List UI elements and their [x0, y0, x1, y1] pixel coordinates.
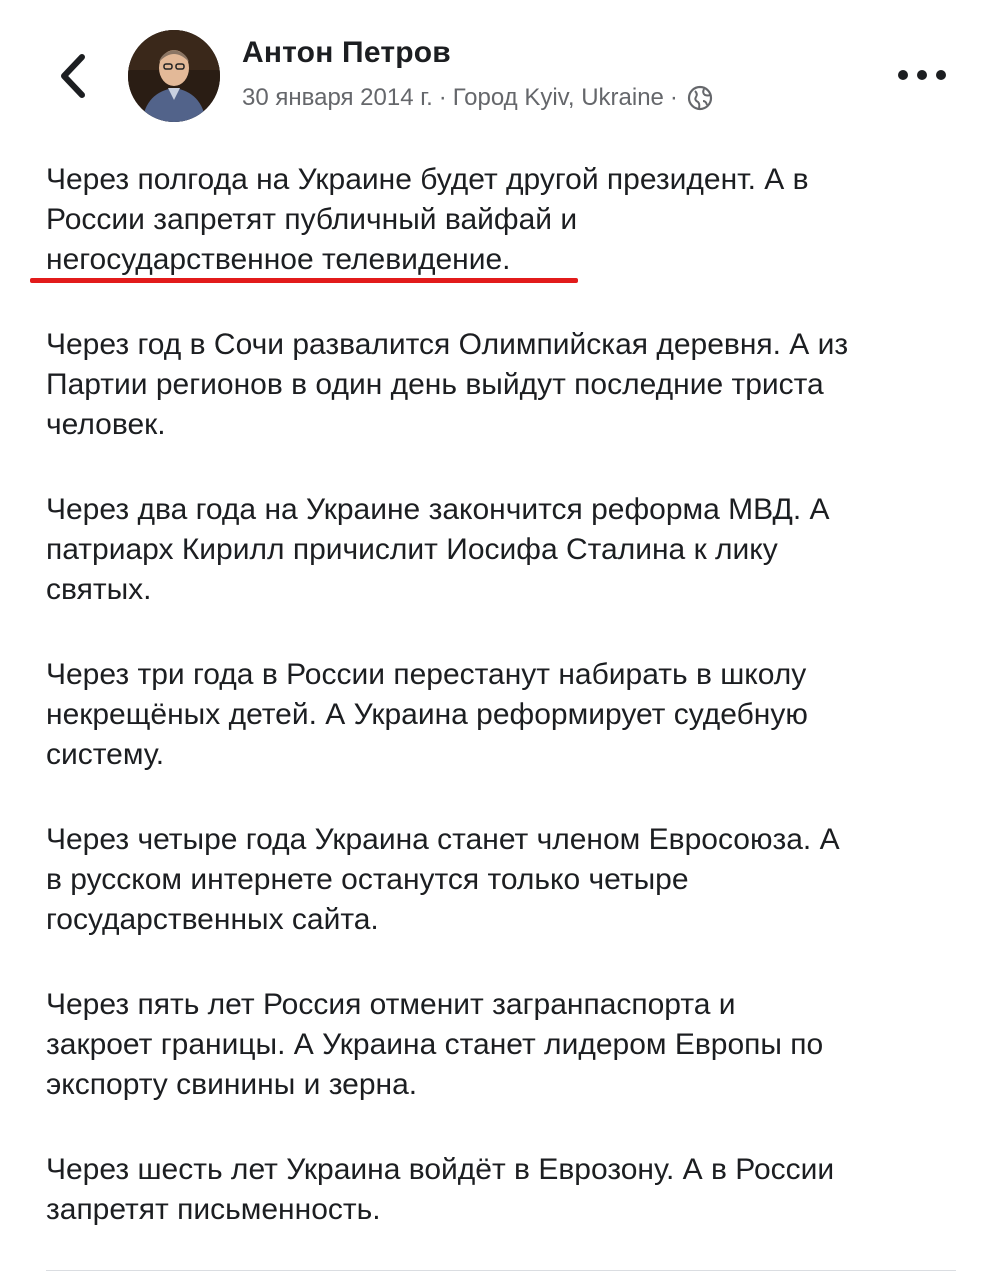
post-paragraph: Через три года в России перестанут набирать в школу некрещёных детей. А Украина реформирует судебную систему. [46, 658, 808, 771]
post-paragraph: Через пять лет Россия отменит загранпаспорта и закроет границы. А Украина станет лидером Европы по экспорту свинины и зерна. [46, 988, 824, 1101]
post-header [0, 0, 983, 140]
post-meta [242, 84, 714, 112]
chevron-left-icon [56, 51, 90, 101]
post-paragraph: Через два года на Украине закончится реформа МВД. А патриарх Кирилл причислит Иосифа Сталина к лику святых. [46, 493, 830, 606]
post-text [46, 160, 956, 1275]
post-paragraph: Через шесть лет Украина войдёт в Еврозону. А в России запретят письменность. [46, 1153, 835, 1226]
more-options-button[interactable] [892, 60, 952, 90]
meta-separator: · [438, 84, 447, 111]
author-name[interactable]: Антон Петров [242, 36, 451, 69]
back-button[interactable] [48, 48, 98, 104]
post-paragraph: Через год в Сочи развалится Олимпийская деревня. А из Партии регионов в один день выйдут последние триста человек. [46, 328, 849, 441]
more-horizontal-icon [896, 68, 948, 82]
post-location[interactable]: Город Kyiv, Ukraine [452, 84, 664, 111]
post-date[interactable]: 30 января 2014 г. [242, 84, 433, 111]
divider [46, 1270, 956, 1271]
avatar[interactable] [128, 30, 220, 122]
post-paragraph: Через полгода на Украине будет другой президент. А в России запретят публичный вайфай и негосударственное телевидение. [46, 163, 809, 276]
globe-icon [686, 84, 714, 112]
red-highlight-underline [30, 278, 578, 283]
meta-separator: · [669, 84, 678, 111]
post-paragraph: Через четыре года Украина станет членом Евросоюза. А в русском интернете останутся только четыре государственных сайта. [46, 823, 840, 936]
